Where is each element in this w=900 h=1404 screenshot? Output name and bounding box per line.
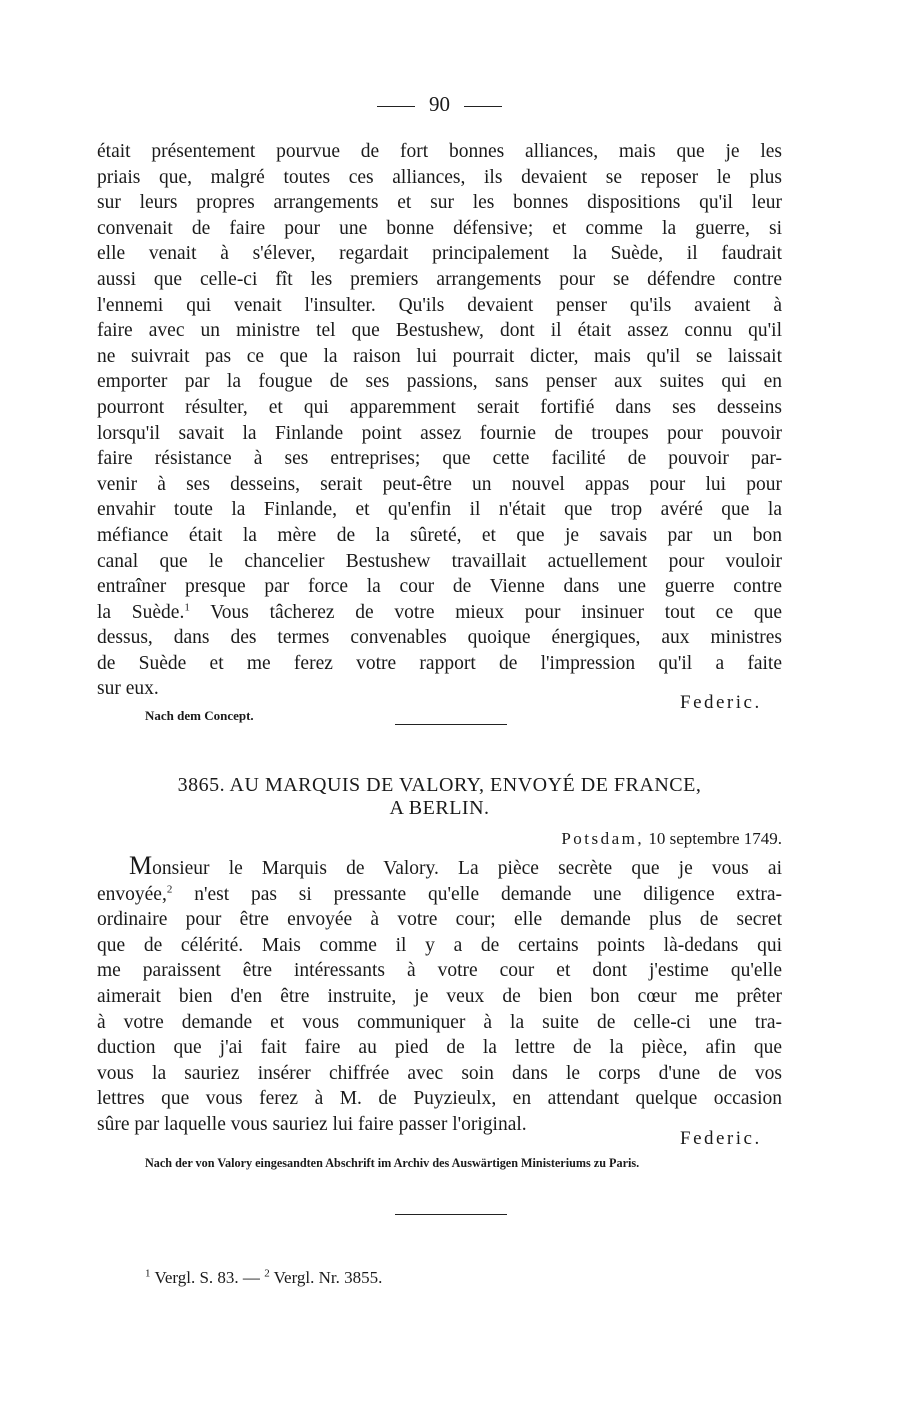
footnote-text: Vergl. Nr. 3855.: [273, 1268, 383, 1287]
text-fragment: la Suède.: [97, 601, 185, 623]
source-note: Nach dem Concept.: [145, 708, 254, 723]
date-place: Potsdam,: [561, 829, 645, 848]
text-line: sur leurs propres arrangements et sur les bonnes dispositions qu'il leur: [97, 192, 782, 214]
text-fragment: envoyée,: [97, 883, 167, 905]
text-fragment: onsieur le Marquis de Valory. La pièce secrète que je vous ai: [152, 858, 782, 879]
footnote-mark: 2: [264, 1267, 270, 1280]
text-line: convenait de faire pour une bonne défensive; et comme la guerre, si: [97, 217, 782, 239]
text-line: emporter par la fougue de ses passions, sans penser aux suites qui en: [97, 371, 782, 393]
text-fragment: n'est pas si pressante qu'elle demande une diligence extra-: [194, 883, 782, 905]
text-line-first: [97, 853, 782, 882]
text-line: aussi que celle-ci fît les premiers arrangements pour se défendre contre: [97, 268, 782, 290]
initial-letter: M: [129, 853, 153, 880]
page-header: [97, 92, 782, 116]
text-line: dessus, dans des termes convenables quoique énergiques, aux ministres: [97, 627, 782, 649]
text-line: vous la sauriez insérer chiffrée avec soin dans le corps d'une de vos: [97, 1062, 782, 1084]
text-line: elle venait à s'élever, regardait principalement la Suède, il faudrait: [97, 243, 782, 265]
text-line: ne suivrait pas ce que la raison lui pourrait dicter, mais qu'il se laissait: [97, 345, 782, 367]
text-line: était présentement pourvue de fort bonnes alliances, mais que je les: [97, 141, 782, 162]
text-line: entraîner presque par force la cour de Vienne dans une guerre contre: [97, 576, 782, 598]
section-rule: [395, 724, 507, 725]
text-line: pourront résulter, et qui apparemment serait fortifié dans ses desseins: [97, 396, 782, 418]
footnotes: [145, 1268, 382, 1288]
text-line: venir à ses desseins, serait peut-être un nouvel appas pour lui pour: [97, 473, 782, 495]
text-fragment: Vous tâcherez de votre mieux pour insinuer tout ce que: [210, 601, 782, 623]
signature: Federic.: [680, 692, 762, 713]
dateline: [561, 829, 782, 849]
heading-line: 3865. AU MARQUIS DE VALORY, ENVOYÉ DE FRANCE,: [177, 774, 702, 796]
text-line: ordinaire pour être envoyée à votre cour; elle demande plus de secret: [97, 909, 782, 931]
letter2-body: [97, 853, 782, 1138]
text-line: sur eux.: [97, 678, 159, 700]
text-line: priais que, malgré toutes ces alliances, ils devaient se reposer le plus: [97, 166, 782, 188]
text-line: me paraissent être intéressants à votre cour et dont j'estime qu'elle: [97, 960, 782, 982]
text-line: aimerait bien d'en être instruite, je veux de bien bon cœur me prêter: [97, 985, 782, 1007]
page-number: 90: [429, 92, 450, 116]
heading-line: A BERLIN.: [389, 797, 490, 819]
text-line: envahir toute la Finlande, et qu'enfin il n'était que trop avéré que la: [97, 499, 782, 521]
header-dash-right: [464, 106, 502, 107]
text-line: sûre par laquelle vous sauriez lui faire passer l'original.: [97, 1113, 527, 1135]
footnote-mark: 1: [145, 1267, 151, 1280]
text-line: lettres que vous ferez à M. de Puyzieulx, en attendant quelque occasion: [97, 1088, 782, 1110]
letter-heading: [97, 774, 782, 820]
text-line: faire résistance à ses entreprises; que cette facilité de pouvoir par-: [97, 448, 782, 470]
text-line: à votre demande et vous communiquer à la suite de celle-ci une tra-: [97, 1011, 782, 1033]
footnote-ref: 2: [166, 883, 173, 896]
text-line-with-footnote: [97, 882, 782, 908]
date-text: 10 septembre 1749.: [648, 829, 782, 848]
text-line: duction que j'ai fait faire au pied de la lettre de la pièce, afin que: [97, 1037, 782, 1059]
text-line: que de célérité. Mais comme il y a de certains points là-dedans qui: [97, 934, 782, 956]
text-line: l'ennemi qui venait l'insulter. Qu'ils devaient penser qu'ils avaient à: [97, 294, 782, 316]
letter1-body: [97, 139, 782, 702]
text-line-with-footnote: [97, 600, 782, 626]
text-line: de Suède et me ferez votre rapport de l'impression qu'il a faite: [97, 652, 782, 674]
footnote-text: Vergl. S. 83. —: [154, 1268, 260, 1287]
header-dash-left: [377, 106, 415, 107]
section-rule: [395, 1214, 507, 1215]
text-line: faire avec un ministre tel que Bestushew, dont il était assez connu qu'il: [97, 320, 782, 342]
text-line: canal que le chancelier Bestushew travaillait actuellement pour vouloir: [97, 550, 782, 572]
source-note: Nach der von Valory eingesandten Abschrift im Archiv des Auswärtigen Ministeriums zu Paris.: [145, 1156, 640, 1170]
text-line: lorsqu'il savait la Finlande point assez fournie de troupes pour pouvoir: [97, 422, 782, 444]
text-line: méfiance était la mère de la sûreté, et que je savais par un bon: [97, 524, 782, 546]
footnote-ref: 1: [184, 601, 190, 614]
signature: Federic.: [680, 1128, 762, 1149]
